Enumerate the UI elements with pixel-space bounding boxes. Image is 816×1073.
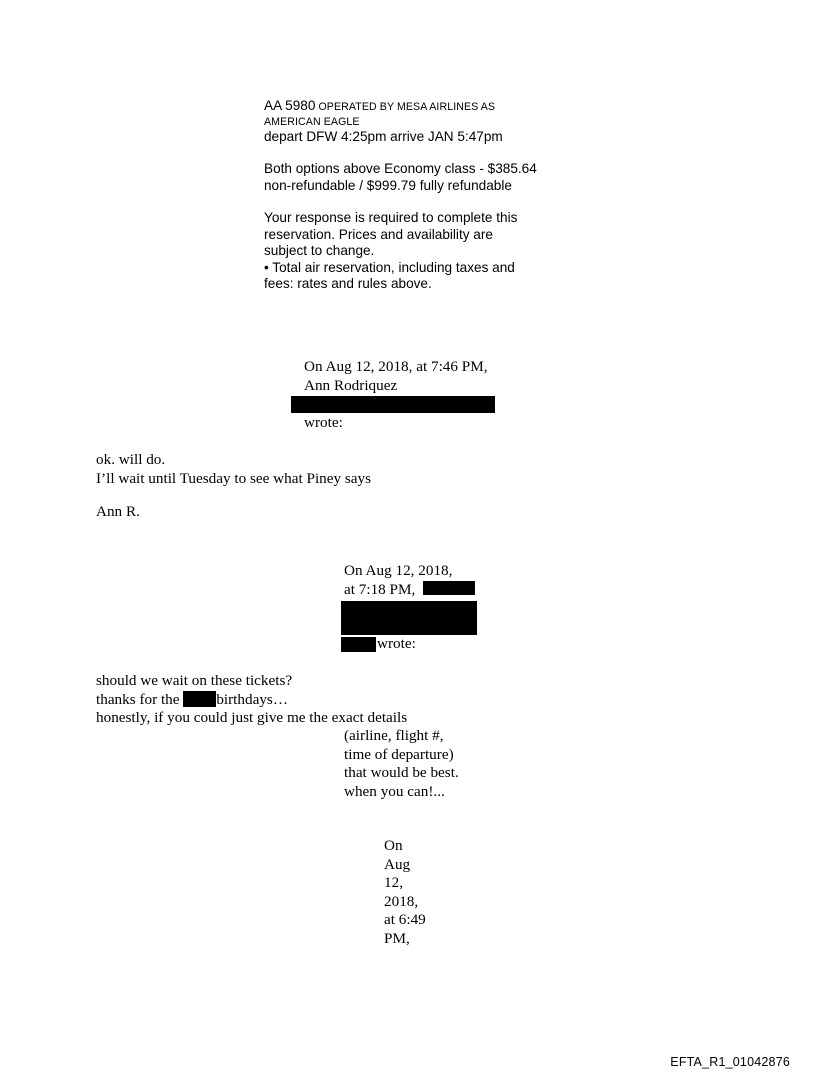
flight-number-line — [264, 98, 537, 116]
reply-1-body — [96, 451, 371, 522]
quote-3-line-5: at 6:49 — [384, 911, 426, 928]
reply-2-line-3: honestly, if you could just give me the exact details — [96, 709, 408, 726]
reply-2-line-6: that would be best. — [344, 764, 459, 781]
quote-3-line-1: On — [384, 837, 403, 854]
reply-1-signature: Ann R. — [96, 503, 140, 520]
bullet-line-1: • Total air reservation, including taxes and — [264, 259, 515, 275]
response-line-1: Your response is required to complete this — [264, 210, 518, 225]
quote-2-time: at 7:18 PM, — [344, 580, 416, 598]
quote-1-wrote: wrote: — [304, 414, 343, 431]
quote-3-line-6: PM, — [384, 929, 410, 947]
reply-2-line-2 — [96, 691, 407, 710]
price-line-1: Both options above Economy class - $385.64 — [264, 161, 537, 176]
reply-1-line-1: ok. will do. — [96, 451, 166, 468]
operated-by-continued: AMERICAN EAGLE — [264, 115, 360, 128]
redaction-bar — [183, 691, 216, 707]
quote-3-line-3: 12, — [384, 874, 403, 891]
response-line-2: reservation. Prices and availability are — [264, 226, 493, 242]
reply-2-line-4: (airline, flight #, — [344, 727, 444, 744]
operated-by-text: OPERATED BY MESA AIRLINES AS — [315, 101, 496, 113]
reply-2-line-7: when you can!... — [344, 782, 445, 800]
flight-details-block — [264, 98, 537, 293]
quote-1-sender: Ann Rodriquez — [304, 376, 398, 394]
response-line-3: subject to change. — [264, 243, 375, 258]
price-line-2: non-refundable / $999.79 fully refundable — [264, 177, 512, 193]
redaction-bar — [341, 637, 376, 652]
reply-2-line-2-after: birthdays… — [216, 690, 289, 708]
quote-header-1 — [304, 358, 488, 395]
flight-number: AA 5980 — [264, 98, 316, 113]
quote-3-line-2: Aug — [384, 855, 411, 873]
quote-2-wrote: wrote: — [377, 635, 416, 652]
reply-1-line-2: I’ll wait until Tuesday to see what Piney says — [96, 469, 372, 487]
bullet-line-2: fees: rates and rules above. — [264, 276, 432, 291]
quote-header-3 — [384, 837, 426, 948]
depart-arrive-line: depart DFW 4:25pm arrive JAN 5:47pm — [264, 128, 503, 144]
quote-3-line-4: 2018, — [384, 892, 419, 910]
redaction-bar — [291, 396, 495, 413]
reply-2-indented — [344, 727, 459, 801]
reply-2-line-2-before: thanks for the — [96, 690, 184, 708]
reply-2-line-5: time of departure) — [344, 745, 454, 763]
reply-2-body — [96, 672, 407, 728]
quote-1-date: On Aug 12, 2018, at 7:46 PM, — [304, 358, 488, 375]
bates-number: EFTA_R1_01042876 — [670, 1055, 790, 1069]
reply-2-line-1: should we wait on these tickets? — [96, 672, 293, 689]
redaction-bar — [341, 601, 477, 635]
quote-2-date: On Aug 12, 2018, — [344, 562, 453, 579]
redaction-bar — [423, 581, 475, 595]
